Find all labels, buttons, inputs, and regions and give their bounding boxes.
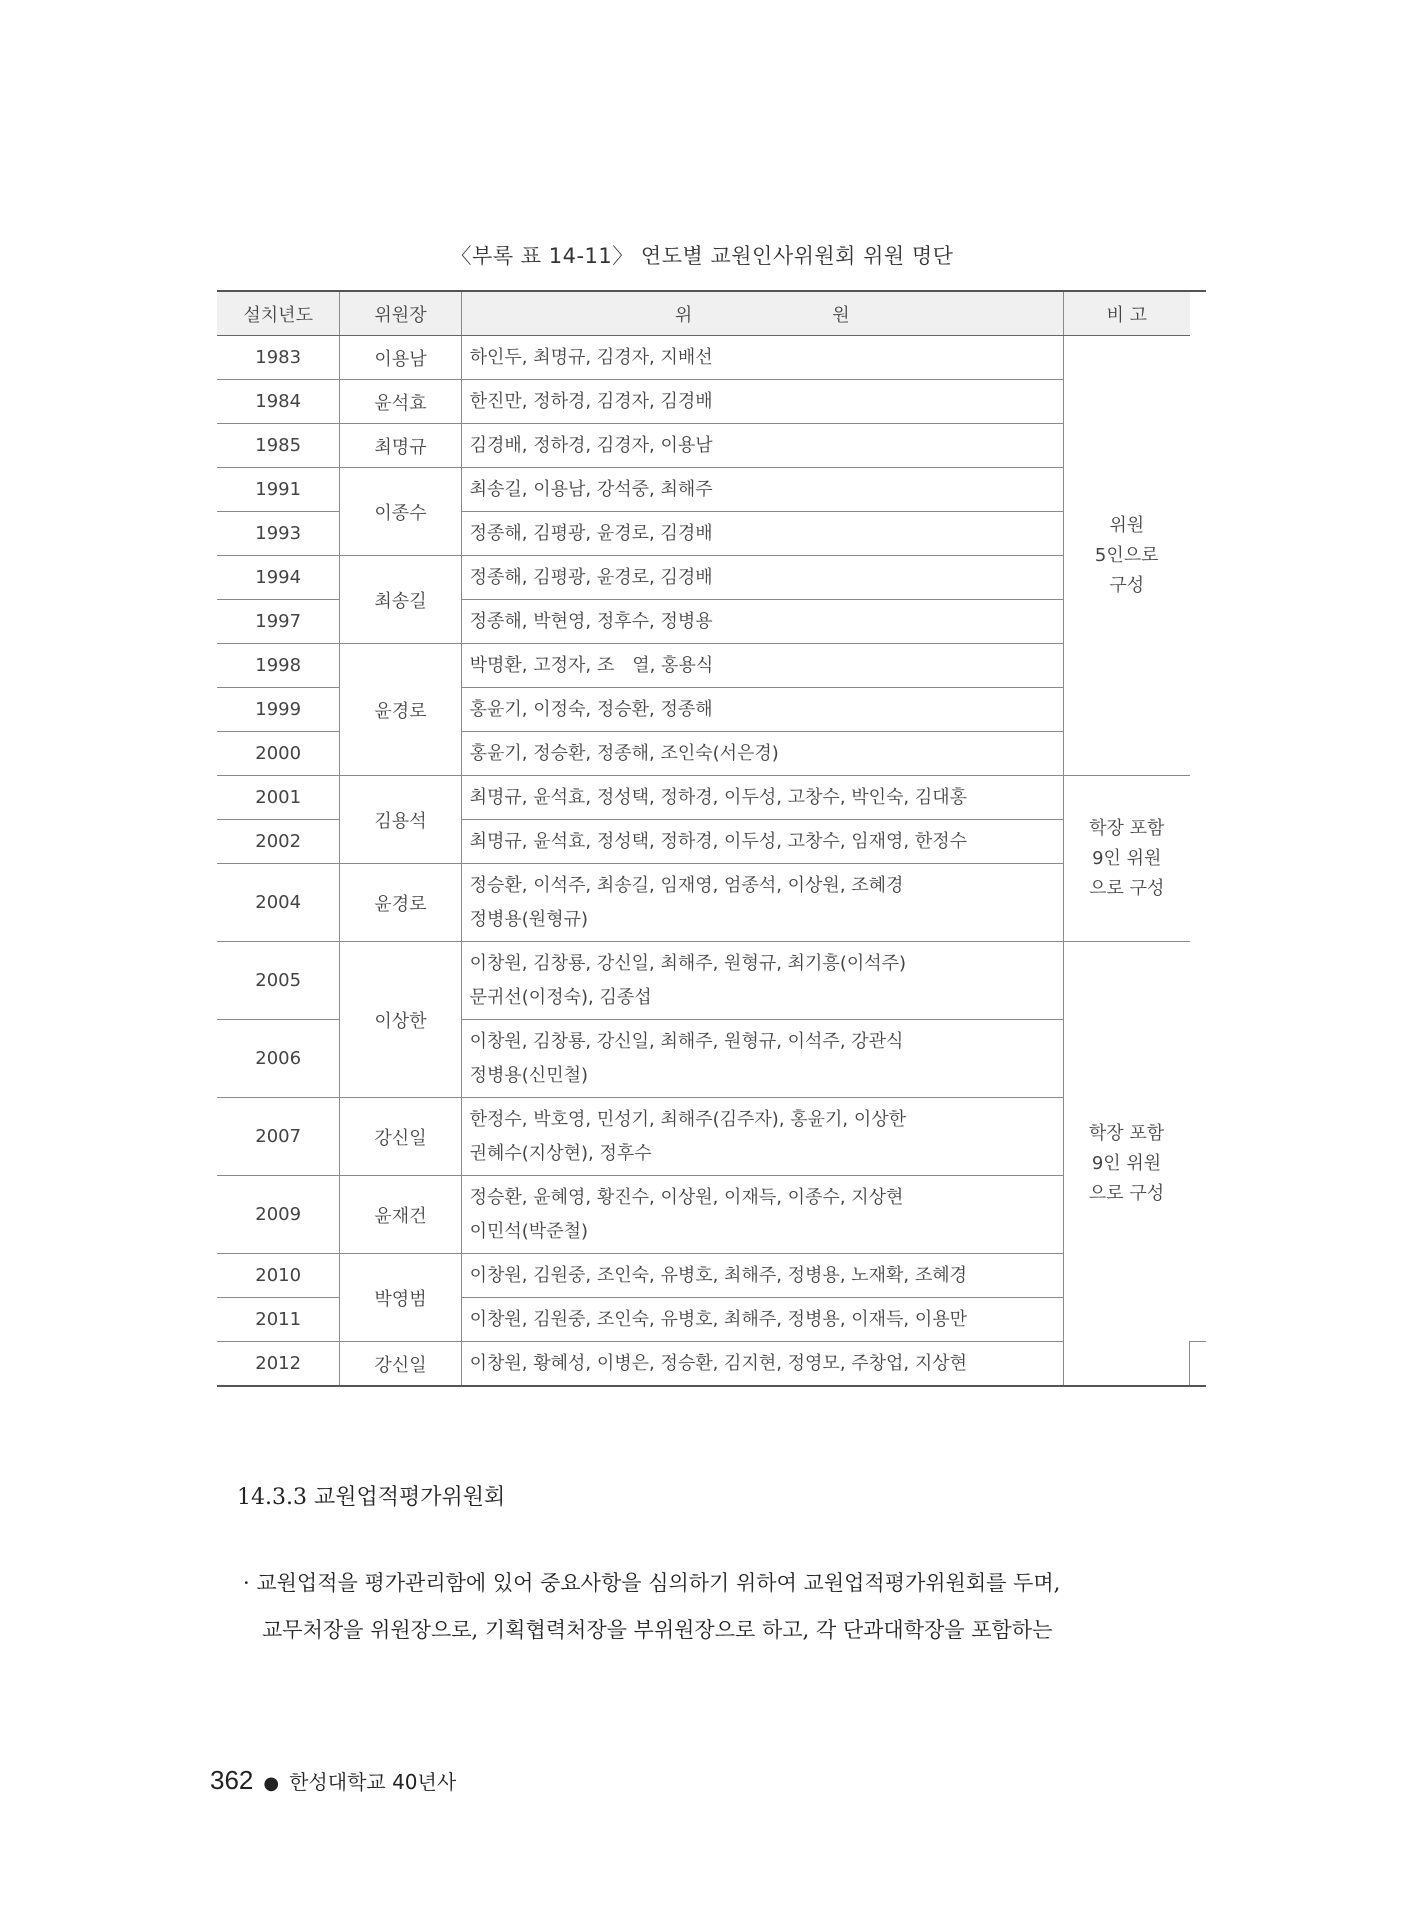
- table-row: [217, 644, 1206, 688]
- year-cell: 1993: [217, 512, 340, 556]
- members-line: 이창원, 김창룡, 강신일, 최해주, 원형규, 이석주, 강관식: [469, 1030, 904, 1052]
- note-line: 구성: [1109, 574, 1145, 596]
- members-cell: 최명규, 윤석효, 정성택, 정하경, 이두성, 고창수, 임재영, 한정수: [461, 820, 1063, 864]
- members-line: 문귀선(이정숙), 김종섭: [469, 986, 652, 1008]
- table-row: [217, 336, 1206, 380]
- members-cell: [461, 1176, 1063, 1254]
- chair-cell: 윤재건: [340, 1176, 461, 1254]
- header-year: 설치년도: [217, 291, 340, 336]
- year-cell: 2004: [217, 864, 340, 942]
- members-cell: 박명환, 고정자, 조 열, 홍용식: [461, 644, 1063, 688]
- members-cell: 정종해, 김평광, 윤경로, 김경배: [461, 512, 1063, 556]
- members-cell: [461, 1020, 1063, 1098]
- members-cell: 홍윤기, 정승환, 정종해, 조인숙(서은경): [461, 732, 1063, 776]
- members-cell: 정종해, 박현영, 정후수, 정병용: [461, 600, 1063, 644]
- chair-cell: 강신일: [340, 1342, 461, 1387]
- note-cell: [1063, 776, 1189, 942]
- year-cell: 2001: [217, 776, 340, 820]
- body-paragraph-line: · 교원업적을 평가관리함에 있어 중요사항을 심의하기 위하여 교원업적평가위원회를 두며,: [243, 1571, 1061, 1595]
- members-cell: 한진만, 정하경, 김경자, 김경배: [461, 380, 1063, 424]
- chair-cell: 윤경로: [340, 864, 461, 942]
- members-line: 권혜수(지상현), 정후수: [469, 1142, 652, 1164]
- note-line: 5인으로: [1094, 544, 1159, 566]
- year-cell: 1991: [217, 468, 340, 512]
- year-cell: 2006: [217, 1020, 340, 1098]
- chair-cell: 윤경로: [340, 644, 461, 776]
- members-cell: 최송길, 이용남, 강석중, 최해주: [461, 468, 1063, 512]
- members-line: 한정수, 박호영, 민성기, 최해주(김주자), 홍윤기, 이상한: [469, 1108, 907, 1130]
- chair-cell: 박영범: [340, 1254, 461, 1342]
- chair-cell: 이용남: [340, 336, 461, 380]
- year-cell: 2005: [217, 942, 340, 1020]
- table-row: [217, 1254, 1206, 1298]
- table-caption: 〈부록 표 14-11〉 연도별 교원인사위원회 위원 명단: [450, 244, 954, 268]
- chair-cell: 강신일: [340, 1098, 461, 1176]
- year-cell: 1994: [217, 556, 340, 600]
- members-cell: [461, 1098, 1063, 1176]
- committee-roster-table: [217, 290, 1206, 1387]
- header-chair: 위원장: [340, 291, 461, 336]
- note-cell: [1190, 1342, 1207, 1387]
- chair-cell: 최명규: [340, 424, 461, 468]
- note-line: 학장 포함: [1089, 817, 1165, 839]
- chair-cell: 최송길: [340, 556, 461, 644]
- table-header-row: [217, 291, 1206, 336]
- bullet-separator-icon: ●: [263, 1773, 280, 1794]
- table-row: [217, 1342, 1206, 1387]
- year-cell: 1998: [217, 644, 340, 688]
- year-cell: 2012: [217, 1342, 340, 1387]
- note-line: 학장 포함: [1088, 1122, 1165, 1144]
- year-cell: 1983: [217, 336, 340, 380]
- table-row: [217, 942, 1206, 1020]
- members-cell: 이창원, 김원중, 조인숙, 유병호, 최해주, 정병용, 노재확, 조혜경: [461, 1254, 1063, 1298]
- members-cell: 최명규, 윤석효, 정성택, 정하경, 이두성, 고창수, 박인숙, 김대홍: [461, 776, 1063, 820]
- book-title: 한성대학교 40년사: [289, 1770, 457, 1794]
- note-cell: [1063, 336, 1189, 776]
- members-cell: [461, 942, 1063, 1020]
- table-row: [217, 424, 1206, 468]
- members-cell: 이창원, 황혜성, 이병은, 정승환, 김지현, 정영모, 주창업, 지상현: [461, 1342, 1063, 1387]
- members-line: 정승환, 윤혜영, 황진수, 이상원, 이재득, 이종수, 지상현: [469, 1186, 904, 1208]
- table-row: [217, 1098, 1206, 1176]
- members-cell: 하인두, 최명규, 김경자, 지배선: [461, 336, 1063, 380]
- note-line: 9인 위원: [1091, 1152, 1162, 1174]
- table-row: [217, 556, 1206, 600]
- members-cell: [461, 864, 1063, 942]
- note-line: 으로 구성: [1088, 1182, 1165, 1204]
- chair-cell: 이상한: [340, 942, 461, 1098]
- chair-cell: 이종수: [340, 468, 461, 556]
- chair-cell: 윤석효: [340, 380, 461, 424]
- members-line: 정병용(신민철): [469, 1064, 588, 1086]
- year-cell: 2011: [217, 1298, 340, 1342]
- year-cell: 2010: [217, 1254, 340, 1298]
- page-number: 362: [210, 1765, 254, 1795]
- year-cell: 2002: [217, 820, 340, 864]
- members-cell: 김경배, 정하경, 김경자, 이용남: [461, 424, 1063, 468]
- body-paragraph-line: 교무처장을 위원장으로, 기획협력처장을 부위원장으로 하고, 각 단과대학장을 포함하는: [262, 1618, 1053, 1642]
- table-row: [217, 776, 1206, 820]
- year-cell: 1985: [217, 424, 340, 468]
- members-line: 정병용(원형규): [469, 908, 588, 930]
- year-cell: 2007: [217, 1098, 340, 1176]
- members-cell: 홍윤기, 이정숙, 정승환, 정종해: [461, 688, 1063, 732]
- year-cell: 2009: [217, 1176, 340, 1254]
- section-heading: 14.3.3 교원업적평가위원회: [237, 1485, 506, 1510]
- note-line: 으로 구성: [1089, 877, 1165, 899]
- note-line: 위원: [1109, 514, 1145, 536]
- table-row: [217, 468, 1206, 512]
- members-line: 이민석(박준철): [469, 1220, 588, 1242]
- members-line: 정승환, 이석주, 최송길, 임재영, 엄종석, 이상원, 조혜경: [469, 874, 904, 896]
- header-members: 위원: [461, 291, 1063, 336]
- table-row: [217, 864, 1206, 942]
- page-footer: [210, 1765, 456, 1796]
- chair-cell: 김용석: [340, 776, 461, 864]
- members-cell: 이창원, 김원중, 조인숙, 유병호, 최해주, 정병용, 이재득, 이용만: [461, 1298, 1063, 1342]
- note-cell: [1063, 942, 1189, 1387]
- members-line: 이창원, 김창룡, 강신일, 최해주, 원형규, 최기흥(이석주): [469, 952, 907, 974]
- year-cell: 1999: [217, 688, 340, 732]
- members-cell: 정종해, 김평광, 윤경로, 김경배: [461, 556, 1063, 600]
- header-note: 비 고: [1063, 291, 1189, 336]
- year-cell: 1984: [217, 380, 340, 424]
- year-cell: 1997: [217, 600, 340, 644]
- note-line: 9인 위원: [1092, 847, 1162, 869]
- year-cell: 2000: [217, 732, 340, 776]
- table-row: [217, 1176, 1206, 1254]
- table-row: [217, 380, 1206, 424]
